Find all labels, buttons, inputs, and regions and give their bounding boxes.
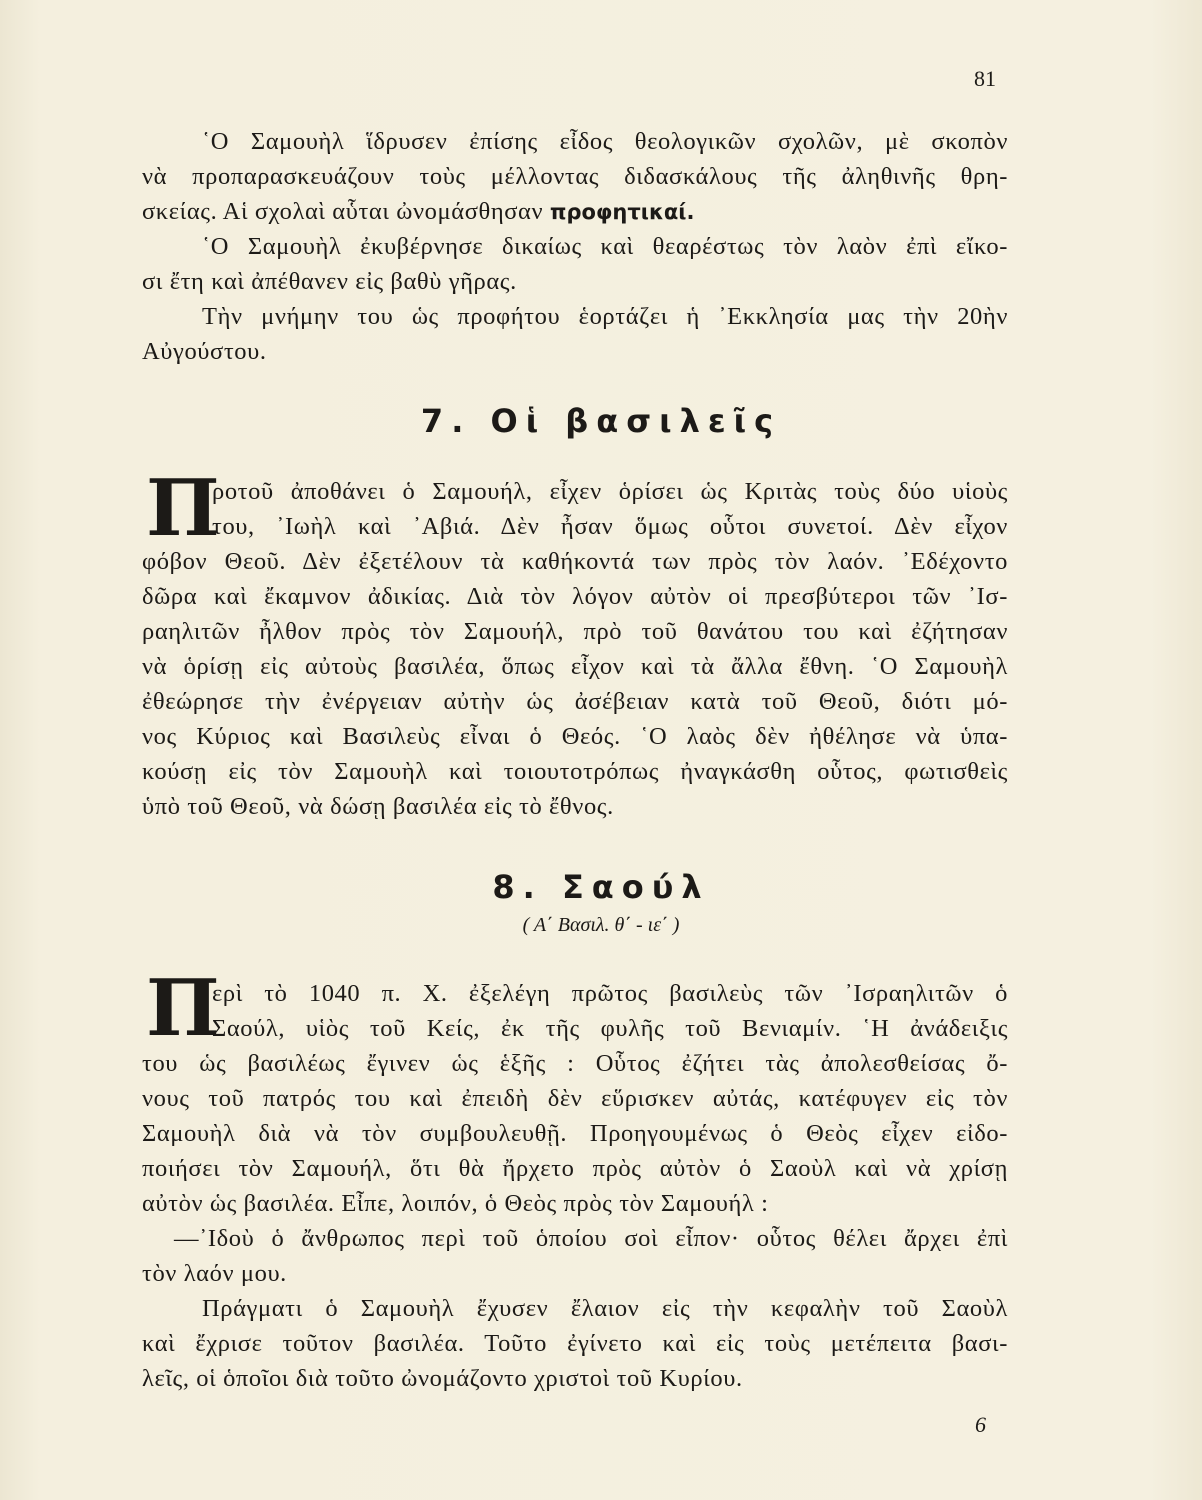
text-line: λεῖς, οἱ ὁποῖοι διὰ τοῦτο ὠνομάζοντο χριστοὶ τοῦ Κυρίου. — [142, 1365, 743, 1392]
drop-cap: Π — [146, 463, 220, 554]
text-line: δῶρα καὶ ἔκαμνον ἀδικίας. Διὰ τὸν λόγον αὐτὸν οἱ πρεσβύτεροι τῶν ᾿Ισ- — [142, 583, 1008, 610]
intro-text — [142, 124, 1008, 369]
text-line: σκείας. Αἱ σχολαὶ αὗται ὠνομάσθησαν προφητικαί. — [142, 198, 695, 225]
text-line: ποιήσει τὸν Σαμουήλ, ὅτι θὰ ἤρχετο πρὸς αὐτὸν ὁ Σαοὺλ καὶ νὰ χρίσῃ — [142, 1155, 1008, 1182]
text-line: ερὶ τὸ 1040 π. Χ. ἐξελέγη πρῶτος βασιλεὺς τῶν ᾿Ισραηλιτῶν ὁ — [212, 980, 1008, 1007]
text-line: ἐθεώρησε τὴν ἐνέργειαν αὐτὴν ὡς ἀσέβειαν κατὰ τοῦ Θεοῦ, διότι μό- — [142, 688, 1008, 715]
section7-text — [142, 463, 1008, 824]
section8-text — [142, 963, 1008, 1396]
bold-term: προφητικαί. — [549, 200, 695, 224]
text-line: κούσῃ εἰς τὸν Σαμουὴλ καὶ τοιουτοτρόπως ἠναγκάσθη οὗτος, φωτισθεὶς — [142, 758, 1008, 785]
text-line: αὐτὸν ὡς βασιλέα. Εἶπε, λοιπόν, ὁ Θεὸς πρὸς τὸν Σαμουήλ : — [142, 1190, 769, 1217]
signature-mark: 6 — [975, 1412, 986, 1437]
text-line: σι ἔτη καὶ ἀπέθανεν εἰς βαθὺ γῆρας. — [142, 268, 517, 295]
text-line: ὑπὸ τοῦ Θεοῦ, νὰ δώσῃ βασιλέα εἰς τὸ ἔθνος. — [142, 793, 614, 820]
text-line: καὶ ἔχρισε τοῦτον βασιλέα. Τοῦτο ἐγίνετο καὶ εἰς τοὺς μετέπειτα βασι- — [142, 1330, 1008, 1357]
text-line: τὸν λαόν μου. — [142, 1260, 287, 1287]
text-line: ραηλιτῶν ἦλθον πρὸς τὸν Σαμουήλ, πρὸ τοῦ θανάτου του καὶ ἐζήτησαν — [142, 618, 1008, 645]
text-line: ῾Ο Σαμουὴλ ἐκυβέρνησε δικαίως καὶ θεαρέστως τὸν λαὸν ἐπὶ εἴκο- — [202, 233, 1008, 260]
drop-cap: Π — [146, 963, 220, 1054]
text-line: νους τοῦ πατρός του καὶ ἐπειδὴ δὲν εὕρισκεν αὐτάς, κατέφυγεν εἰς τὸν — [142, 1085, 1008, 1112]
text-line: ῾Ο Σαμουὴλ ἵδρυσεν ἐπίσης εἶδος θεολογικῶν σχολῶν, μὲ σκοπὸν — [202, 128, 1008, 155]
text-line: Τὴν μνήμην του ὡς προφήτου ἑορτάζει ἡ ᾿Εκκλησία μας τὴν 20ὴν — [202, 303, 1008, 330]
page-number: 81 — [974, 66, 996, 91]
text-line: νος Κύριος καὶ Βασιλεὺς εἶναι ὁ Θεός. ῾Ο λαὸς δὲν ἠθέλησε νὰ ὑπα- — [142, 723, 1008, 750]
section-heading-saul: 8. Σαούλ — [492, 868, 710, 906]
section-heading-kings: 7. Οἱ βασιλεῖς — [420, 402, 782, 440]
section-reference: ( Α΄ Βασιλ. θ΄ - ιε΄ ) — [522, 914, 680, 936]
text-line: φόβον Θεοῦ. Δὲν ἐξετέλουν τὰ καθήκοντά των πρὸς τὸν λαόν. ᾿Εδέχοντο — [142, 548, 1008, 575]
text-line: νὰ προπαρασκευάζουν τοὺς μέλλοντας διδασκάλους τῆς ἀληθινῆς θρη- — [142, 163, 1008, 190]
text-line: του ὡς βασιλέως ἔγινεν ὡς ἑξῆς : Οὗτος ἐζήτει τὰς ἀπολεσθείσας ὄ- — [142, 1050, 1008, 1077]
text-line: ροτοῦ ἀποθάνει ὁ Σαμουήλ, εἶχεν ὁρίσει ὡς Κριτὰς τοὺς δύο υἱοὺς — [212, 478, 1008, 505]
text-line: Αὐγούστου. — [142, 338, 267, 365]
text-line: Πράγματι ὁ Σαμουὴλ ἔχυσεν ἔλαιον εἰς τὴν κεφαλὴν τοῦ Σαοὺλ — [202, 1295, 1008, 1322]
text-line: νὰ ὁρίσῃ εἰς αὐτοὺς βασιλέα, ὅπως εἶχον καὶ τὰ ἄλλα ἔθνη. ῾Ο Σαμουὴλ — [142, 653, 1008, 680]
text-line: —᾿Ιδοὺ ὁ ἄνθρωπος περὶ τοῦ ὁποίου σοὶ εἶπον· οὗτος θέλει ἄρχει ἐπὶ — [174, 1225, 1008, 1252]
text-line: Σαμουὴλ διὰ νὰ τὸν συμβουλευθῇ. Προηγουμένως ὁ Θεὸς εἶχεν εἰδο- — [142, 1120, 1008, 1147]
text-line: του, ᾿Ιωὴλ καὶ ᾿Αβιά. Δὲν ἦσαν ὅμως οὗτοι συνετοί. Δὲν εἶχον — [212, 513, 1008, 540]
text-line: Σαούλ, υἱὸς τοῦ Κείς, ἐκ τῆς φυλῆς τοῦ Βενιαμίν. ῾Η ἀνάδειξις — [212, 1015, 1008, 1042]
